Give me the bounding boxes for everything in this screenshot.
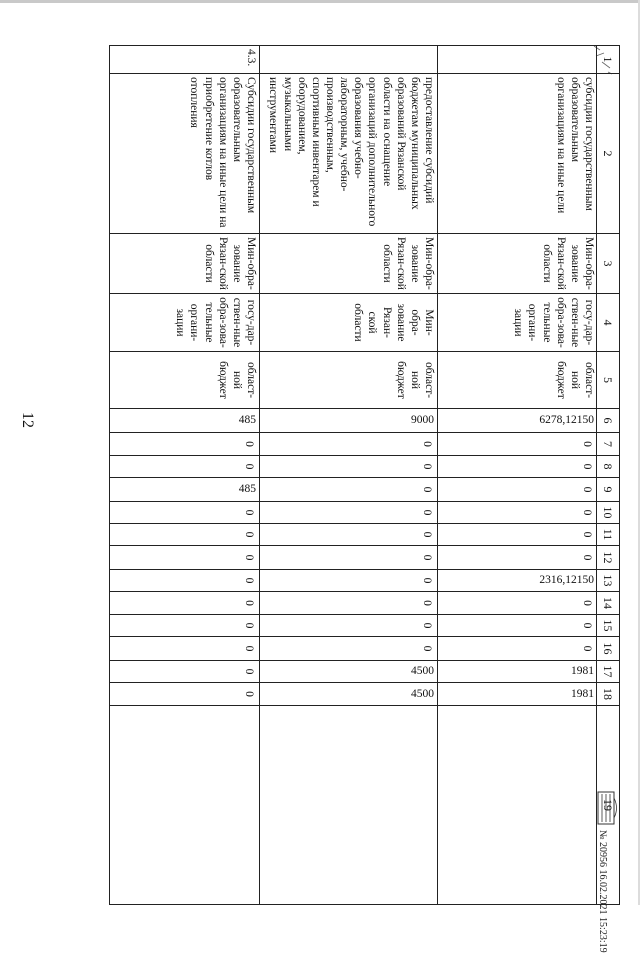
cell-value: [110, 545, 260, 569]
cell-source: област-ной бюджет: [110, 351, 260, 408]
header-col-18: 18: [597, 682, 619, 705]
value: 4500: [411, 687, 434, 700]
header-col-1: 1: [597, 45, 619, 73]
value: 0: [421, 441, 433, 447]
cell-recipient: Мин-обра-зование Рязан-ской области: [260, 293, 438, 351]
registry-seal-icon: [594, 788, 620, 828]
value: 0: [421, 463, 433, 470]
value: 0: [243, 531, 255, 538]
value: 0: [421, 554, 433, 561]
value: 0: [421, 600, 433, 606]
cell-value: [438, 682, 598, 705]
header-col-2: 2: [597, 73, 619, 233]
header-col-6: 6: [597, 408, 619, 432]
cell-executor: Мин-обра-зование Рязан-ской области: [260, 233, 438, 293]
cell-value: [110, 477, 260, 501]
value: 0: [243, 441, 255, 447]
cell-value: [260, 523, 438, 545]
header-col-19: 19: [597, 705, 619, 905]
value: 0: [421, 509, 433, 516]
value: 0: [243, 577, 255, 584]
cell-source: област-ной бюджет: [438, 351, 598, 408]
value: 0: [421, 645, 433, 652]
value: 0: [243, 691, 255, 697]
header-col-13: 13: [597, 569, 619, 591]
value: 0: [581, 554, 593, 561]
header-col-15: 15: [597, 614, 619, 636]
cell-note: [260, 705, 438, 905]
value: 0: [421, 622, 433, 629]
value: 0: [243, 463, 255, 470]
cell-value: [260, 545, 438, 569]
page-number: 12: [19, 412, 36, 428]
cell-recipient: госу-дар-ствен-ные обра-зова-тельные органи-зации: [438, 293, 598, 351]
cell-value: [260, 432, 438, 455]
scan-top-edge: [0, 0, 640, 3]
table-header-row: [596, 45, 620, 905]
cell-value: [438, 523, 598, 545]
value: 1981: [571, 687, 594, 700]
value: 4500: [411, 665, 434, 678]
value-total: 485: [238, 414, 256, 427]
cell-total: [110, 408, 260, 432]
cell-value: [438, 636, 598, 660]
cell-value: [110, 432, 260, 455]
cell-value: [260, 636, 438, 660]
cell-value: [110, 501, 260, 523]
cell-number: [438, 45, 598, 73]
cell-value: [260, 501, 438, 523]
cell-note: [438, 705, 598, 905]
cell-total: [260, 408, 438, 432]
cell-value: [438, 569, 598, 591]
header-col-12: 12: [597, 545, 619, 569]
value: 0: [243, 645, 255, 652]
cell-measure: Субсидии государственным образовательным организациям на иные цели на приобретение котлов отопления: [110, 73, 260, 233]
cell-executor: Мин-обра-зование Рязан-ской области: [110, 233, 260, 293]
cell-total: [438, 408, 598, 432]
registration-stamp: № 20956 16.02.2021 15:23:19: [597, 830, 608, 953]
header-col-8: 8: [597, 455, 619, 477]
value: 0: [581, 463, 593, 470]
header-col-16: 16: [597, 636, 619, 660]
header-col-3: 3: [597, 233, 619, 293]
cell-value: [438, 501, 598, 523]
value: 0: [581, 645, 593, 652]
header-col-4: 4: [597, 293, 619, 351]
value-total: 9000: [411, 414, 434, 427]
table-row: [109, 45, 260, 905]
header-col-5: 5: [597, 351, 619, 408]
cell-value: [438, 614, 598, 636]
header-col-14: 14: [597, 591, 619, 614]
cell-value: [260, 660, 438, 682]
cell-value: [438, 591, 598, 614]
value: 0: [581, 486, 593, 493]
table-row: [437, 45, 598, 905]
header-col-17: 17: [597, 660, 619, 682]
cell-value: [260, 614, 438, 636]
cell-value: [110, 636, 260, 660]
header-col-9: 9: [597, 477, 619, 501]
value: 1981: [571, 665, 594, 678]
cell-number: [260, 45, 438, 73]
cell-value: [260, 591, 438, 614]
cell-recipient: госу-дар-ствен-ные обра-зова-тельные органи-зации: [110, 293, 260, 351]
value: 2316,12150: [539, 574, 594, 587]
cell-number: 4.3.: [110, 45, 260, 73]
cell-value: [110, 682, 260, 705]
budget-table: [60, 45, 620, 905]
cell-note: [110, 705, 260, 905]
cell-value: [110, 569, 260, 591]
value: 0: [581, 509, 593, 516]
value: 0: [581, 531, 593, 538]
cell-value: [438, 455, 598, 477]
cell-value: [260, 682, 438, 705]
value: 485: [238, 483, 256, 496]
value: 0: [421, 486, 433, 493]
value: 0: [421, 577, 433, 584]
cell-value: [438, 432, 598, 455]
header-col-7: 7: [597, 432, 619, 455]
value: 0: [243, 554, 255, 561]
value: 0: [581, 441, 593, 447]
table-row: [259, 45, 438, 905]
cell-value: [110, 591, 260, 614]
cell-measure: предоставление субсидий бюджетам муниципальных образований Рязанской области на оснащение организаций дополнительного образования учебно-лабораторным, учебно-производственным, спортивным инвентарем и оборудованием, музыкальными инструментами: [260, 73, 438, 233]
value: 0: [243, 600, 255, 606]
cell-value: [110, 614, 260, 636]
cell-value: [110, 660, 260, 682]
cell-value: [260, 477, 438, 501]
header-col-10: 10: [597, 501, 619, 523]
cell-value: [110, 455, 260, 477]
cell-value: [438, 545, 598, 569]
cell-value: [110, 523, 260, 545]
value: 0: [243, 509, 255, 516]
value: 0: [243, 622, 255, 629]
cell-value: [260, 569, 438, 591]
cell-measure: субсидии государственным образовательным организациям на иные цели: [438, 73, 598, 233]
value-total: 6278,12150: [539, 414, 594, 427]
value: 0: [421, 531, 433, 538]
cell-value: [438, 477, 598, 501]
cell-source: област-ной бюджет: [260, 351, 438, 408]
value: 0: [581, 600, 593, 606]
cell-executor: Мин-обра-зование Рязан-ской области: [438, 233, 598, 293]
value: 0: [581, 622, 593, 629]
value: 0: [243, 668, 255, 675]
cell-value: [438, 660, 598, 682]
cell-value: [260, 455, 438, 477]
header-col-11: 11: [597, 523, 619, 545]
